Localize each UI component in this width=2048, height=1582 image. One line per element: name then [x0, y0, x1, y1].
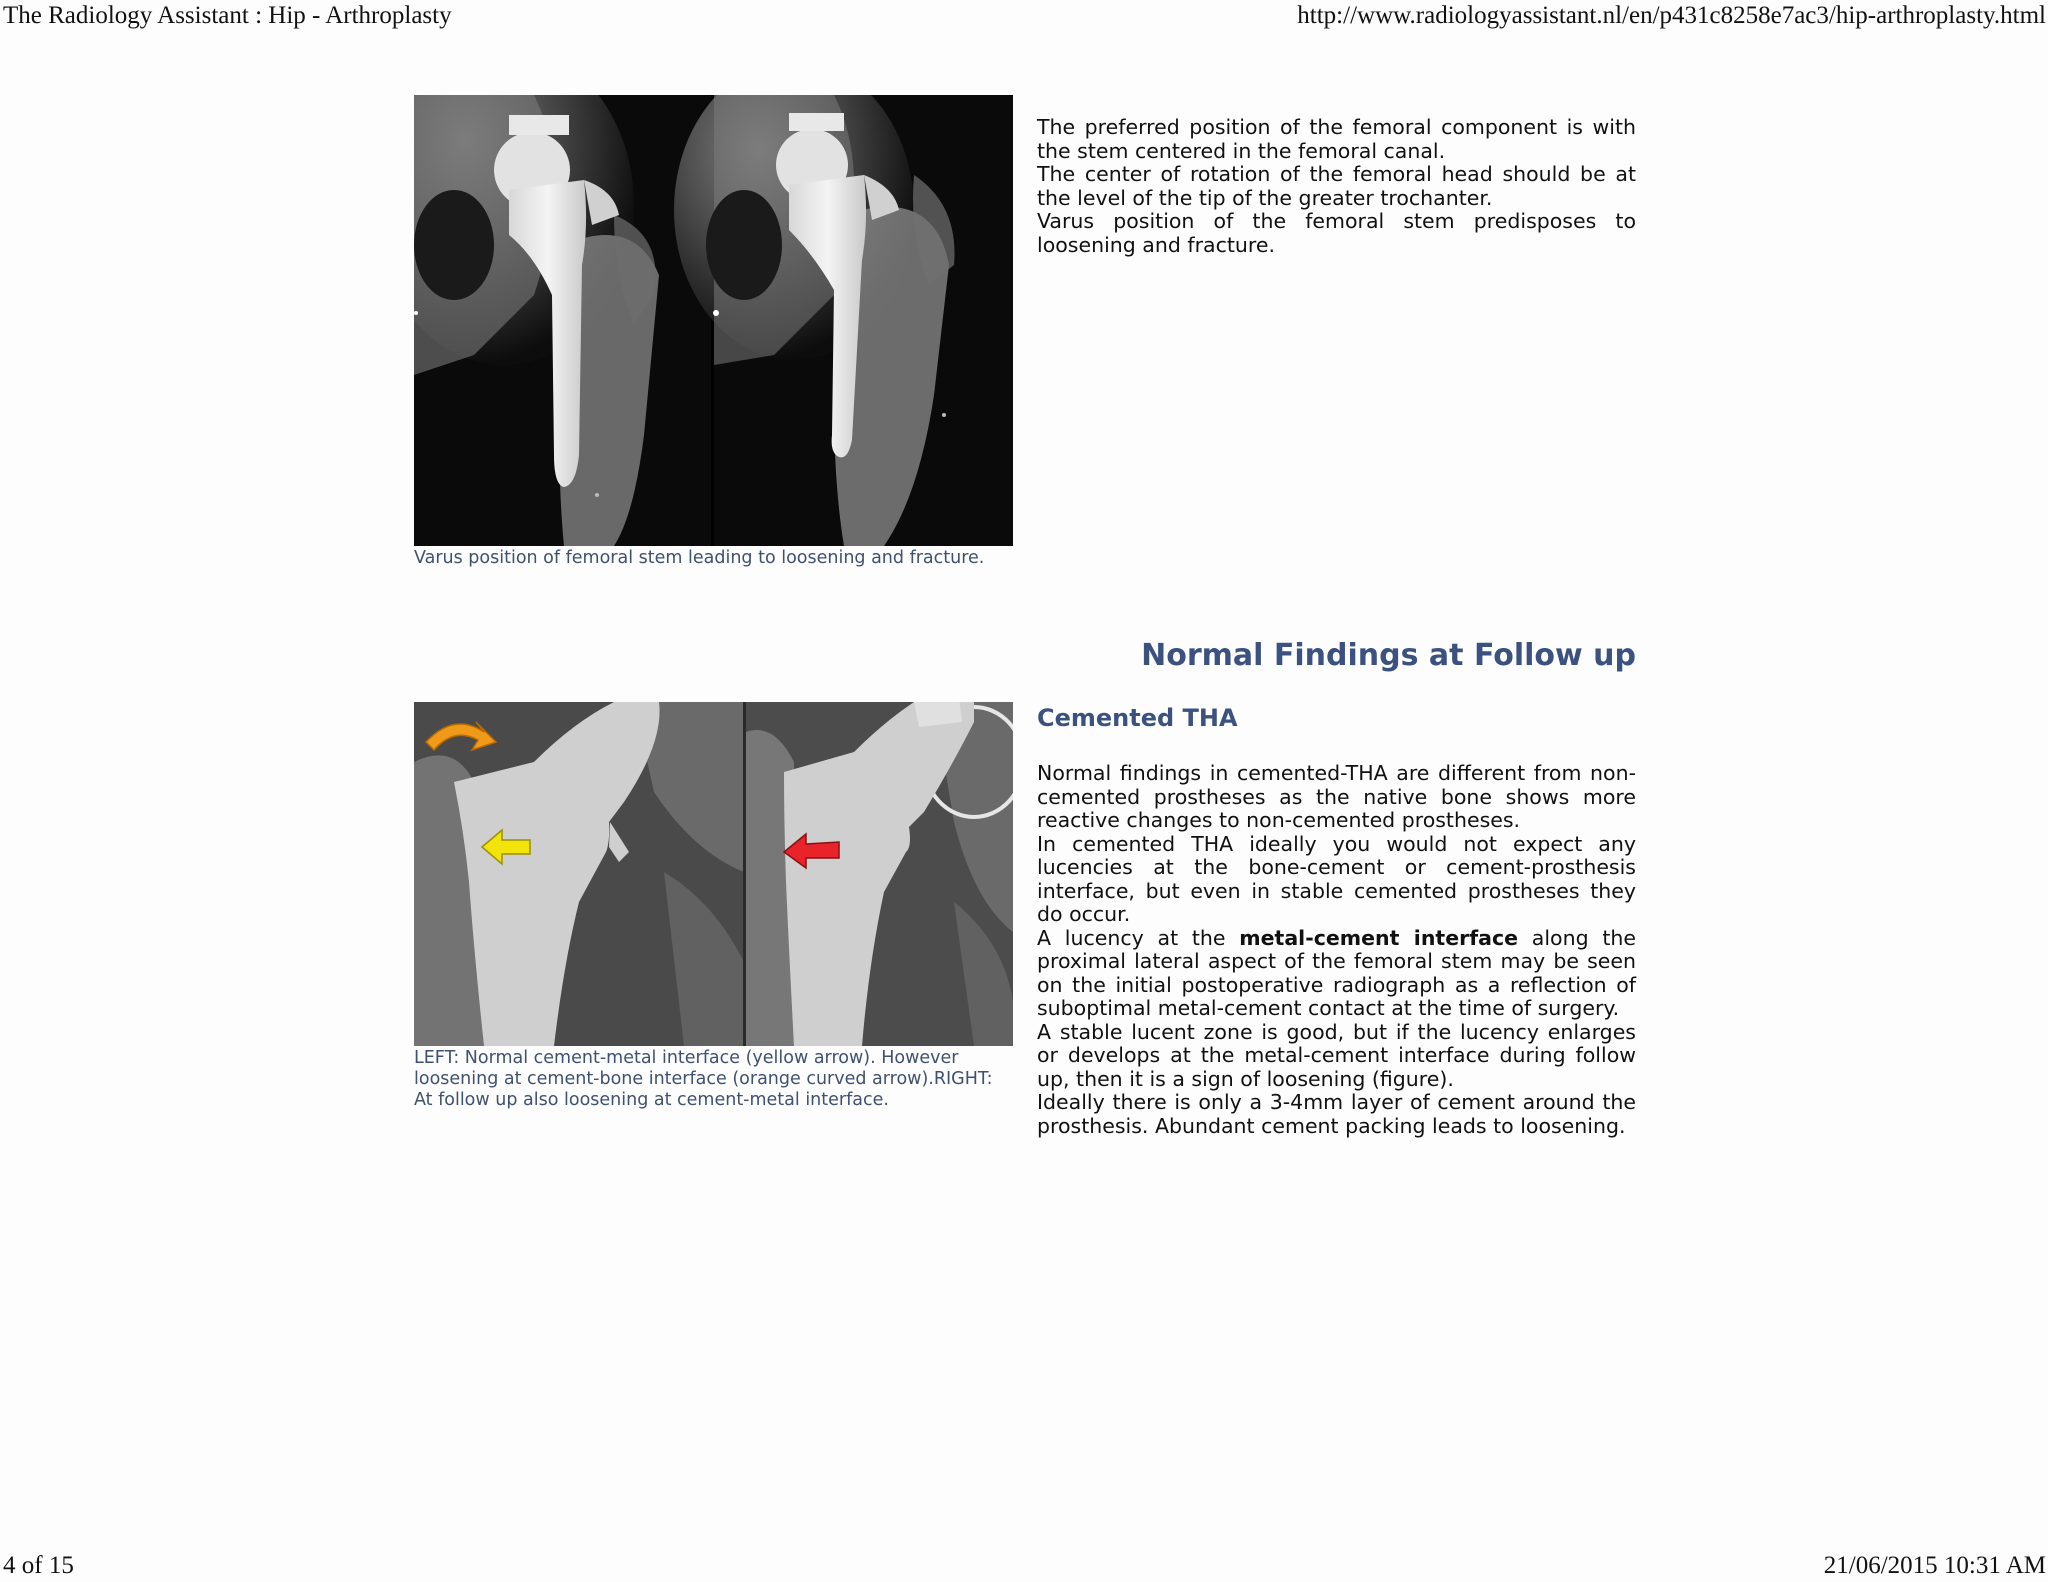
subsection-heading: Cemented THA	[1037, 704, 1238, 732]
paragraph: The center of rotation of the femoral head should be at the level of the tip of the greater trochanter.	[1037, 162, 1636, 210]
paragraph: Varus position of the femoral stem predisposes to loosening and fracture.	[1037, 209, 1636, 257]
xray-right-panel	[746, 702, 1013, 1046]
print-footer	[0, 1552, 2048, 1582]
print-header	[0, 2, 2048, 32]
paragraph: The preferred position of the femoral component is with the stem centered in the femoral canal.	[1037, 115, 1636, 163]
cemented-tha-text	[1037, 762, 1636, 1138]
paragraph: In cemented THA ideally you would not expect any lucencies at the bone-cement or cement-prosthesis interface, but even in stable cemented prostheses they do occur.	[1037, 831, 1636, 926]
xray-left-panel	[414, 95, 712, 546]
page-number: 4 of 15	[3, 1552, 74, 1579]
page-title: The Radiology Assistant : Hip - Arthroplasty	[3, 2, 452, 29]
figure-cemented-tha	[414, 702, 1013, 1111]
xray-right-panel	[674, 95, 1013, 546]
femoral-position-text	[1037, 116, 1636, 257]
varus-stem-radiograph	[414, 95, 1013, 546]
text-run: along the proximal lateral aspect of the femoral stem may be seen on the initial postoperative radiograph as a reflection of suboptimal metal-cement contact at the time of surgery.	[1037, 925, 1636, 1020]
figure-caption: LEFT: Normal cement-metal interface (yellow arrow). However loosening at cement-bone interface (orange curved arrow).RIGHT: At follow up also loosening at cement-metal interface.	[414, 1048, 993, 1110]
figure-varus-stem	[414, 95, 1013, 569]
text-run: A lucency at the	[1037, 925, 1240, 950]
cemented-tha-radiograph	[414, 702, 1013, 1046]
print-datetime: 21/06/2015 10:31 AM	[1823, 1552, 2046, 1579]
figure-caption: Varus position of femoral stem leading to loosening and fracture.	[414, 548, 985, 568]
paragraph: Normal findings in cemented-THA are different from non-cemented prostheses as the native bone shows more reactive changes to non-cemented prostheses.	[1037, 761, 1636, 832]
xray-left-panel	[414, 702, 744, 1046]
paragraph	[1037, 927, 1636, 1021]
page-url[interactable]: http://www.radiologyassistant.nl/en/p431c8258e7ac3/hip-arthroplasty.html	[1297, 2, 2046, 29]
section-heading: Normal Findings at Follow up	[1141, 638, 1636, 673]
bold-term: metal-cement interface	[1239, 925, 1519, 950]
paragraph: A stable lucent zone is good, but if the lucency enlarges or develops at the metal-cement interface during follow up, then it is a sign of loosening (figure).	[1037, 1019, 1636, 1091]
paragraph: Ideally there is only a 3-4mm layer of cement around the prosthesis. Abundant cement packing leads to loosening.	[1037, 1090, 1636, 1138]
